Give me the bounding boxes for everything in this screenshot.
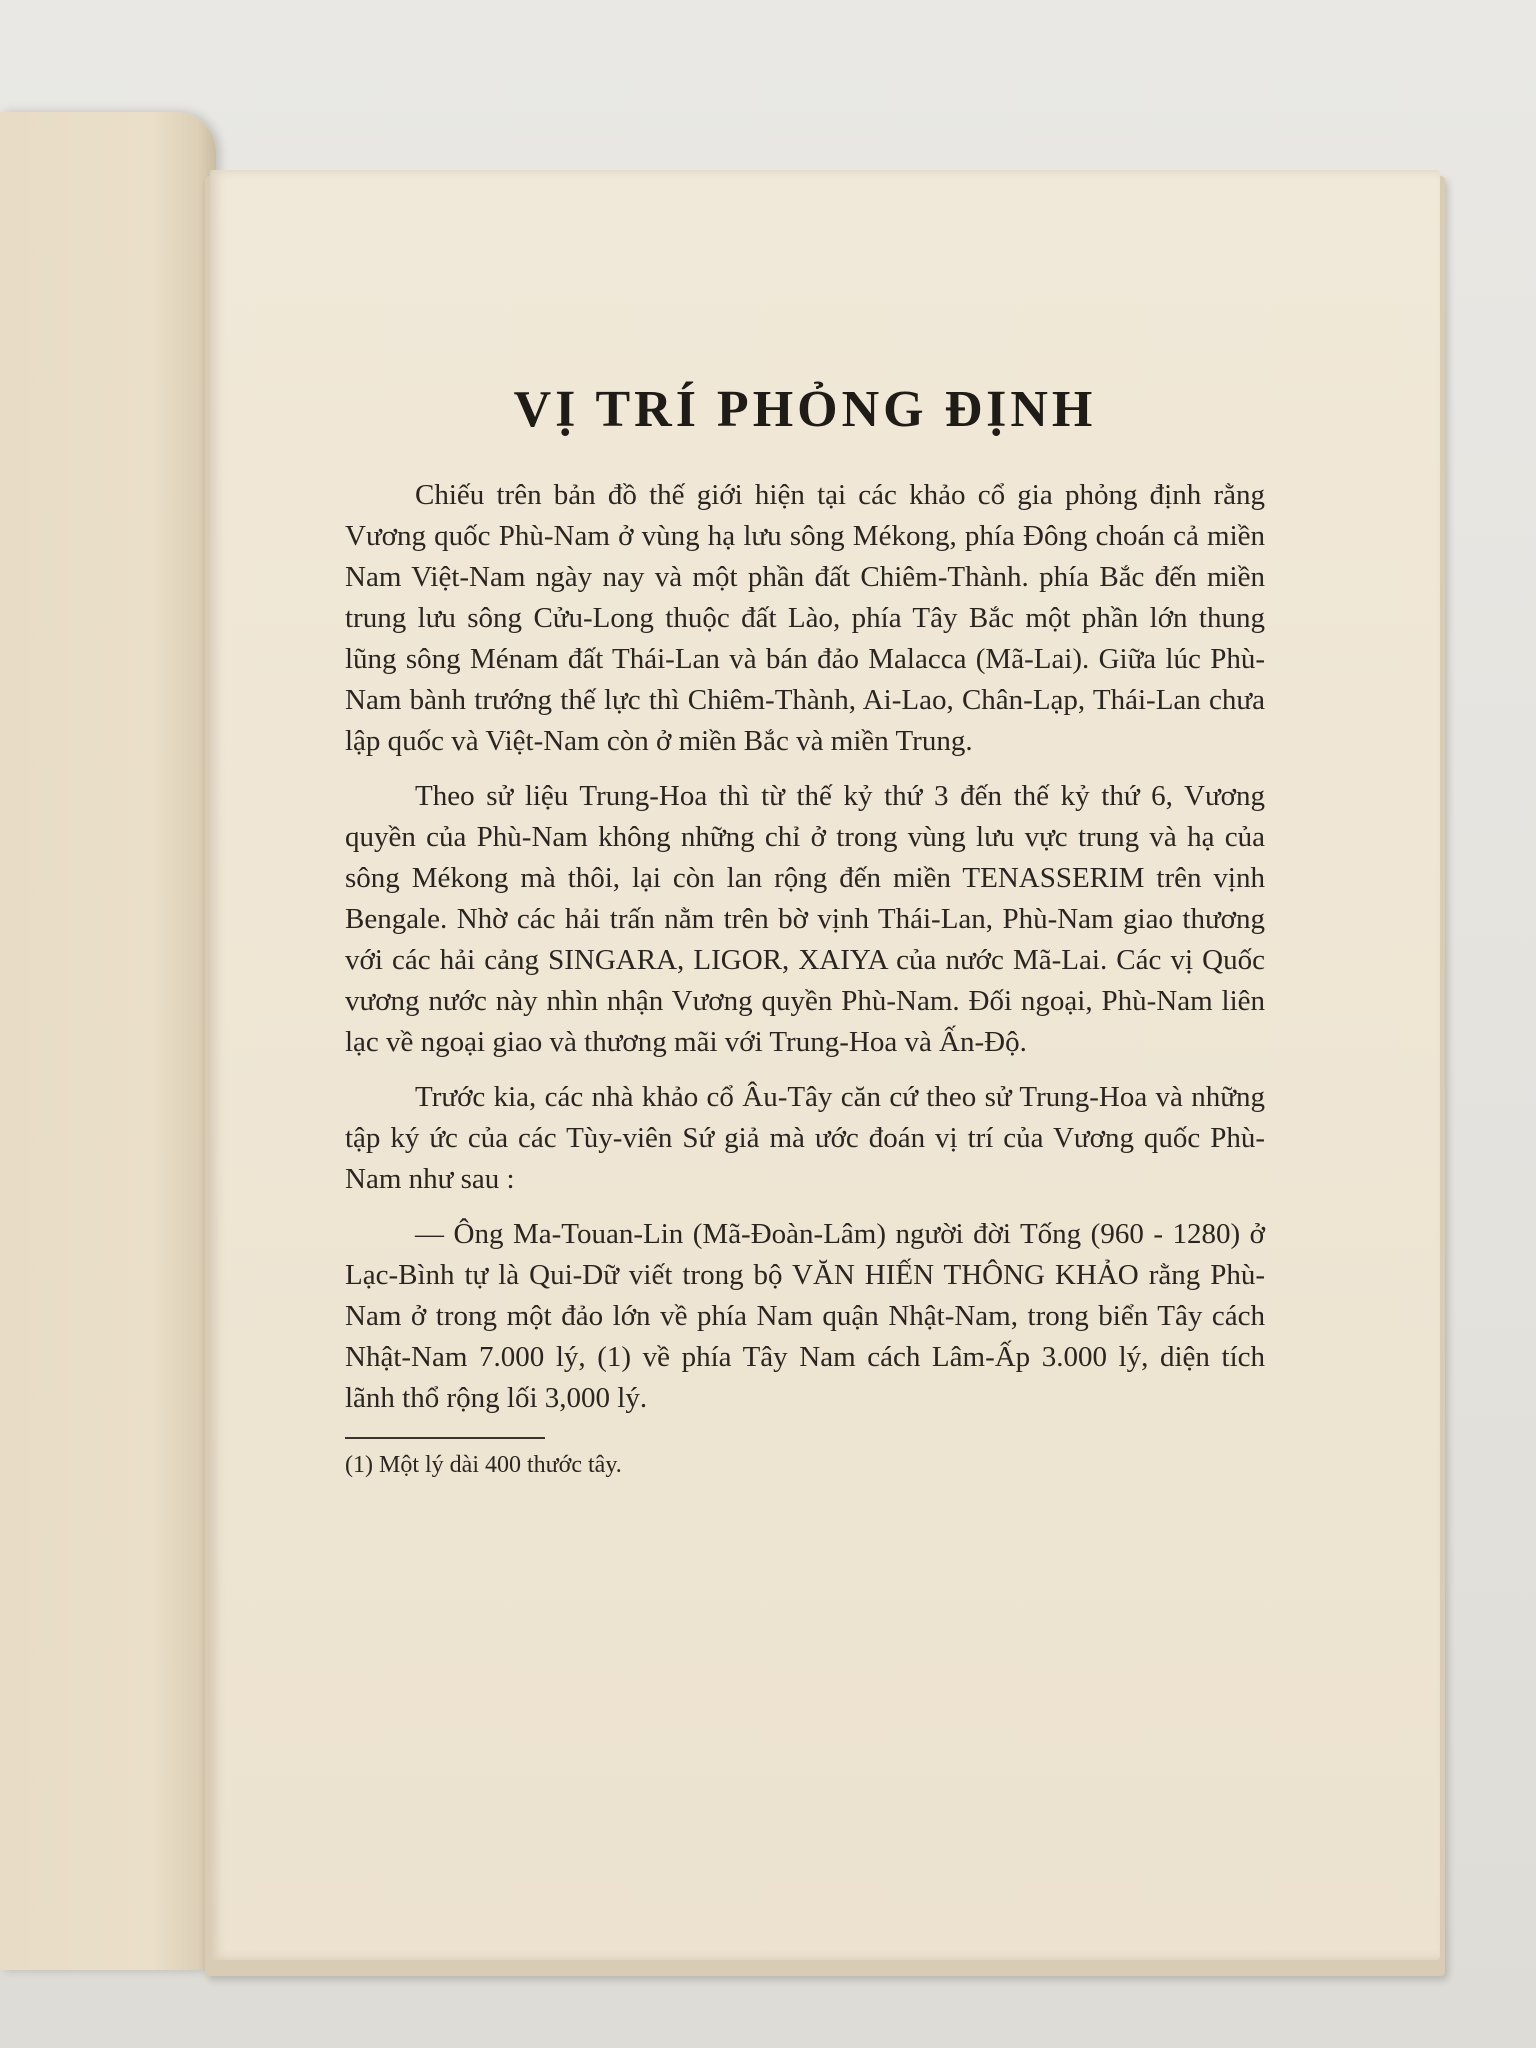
- paragraph-1: Chiếu trên bản đồ thế giới hiện tại các khảo cổ gia phỏng định rằng Vương quốc Phù-Nam ở vùng hạ lưu sông Mékong, phía Đông choán cả miền Nam Việt-Nam ngày nay và một phần đất Chiêm-Thành. phía Bắc đến miền trung lưu sông Cửu-Long thuộc đất Lào, phía Tây Bắc một phần lớn thung lũng sông Ménam đất Thái-Lan và bán đảo Malacca (Mã-Lai). Giữa lúc Phù-Nam bành trướng thế lực thì Chiêm-Thành, Ai-Lao, Chân-Lạp, Thái-Lan chưa lập quốc và Việt-Nam còn ở miền Bắc và miền Trung.: [345, 479, 1265, 757]
- book-page: [210, 170, 1440, 1960]
- left-page: [0, 112, 216, 1970]
- footnote: (1) Một lý dài 400 thước tây.: [345, 1452, 622, 1478]
- page-content: [345, 380, 1265, 1481]
- footnote-divider: [345, 1437, 545, 1439]
- page-title: VỊ TRÍ PHỎNG ĐỊNH: [513, 381, 1097, 438]
- paragraph-4: — Ông Ma-Touan-Lin (Mã-Đoàn-Lâm) người đời Tống (960 - 1280) ở Lạc-Bình tự là Qui-Dữ viết trong bộ VĂN HIẾN THÔNG KHẢO rằng Phù-Nam ở trong một đảo lớn về phía Nam quận Nhật-Nam, trong biển Tây cách Nhật-Nam 7.000 lý, (1) về phía Tây Nam cách Lâm-Ấp 3.000 lý, diện tích lãnh thổ rộng lối 3,000 lý.: [345, 1218, 1265, 1414]
- paragraph-2: Theo sử liệu Trung-Hoa thì từ thế kỷ thứ 3 đến thế kỷ thứ 6, Vương quyền của Phù-Nam không những chỉ ở trong vùng lưu vực trung và hạ của sông Mékong mà thôi, lại còn lan rộng đến miền TENASSERIM trên vịnh Bengale. Nhờ các hải trấn nằm trên bờ vịnh Thái-Lan, Phù-Nam giao thương với các hải cảng SINGARA, LIGOR, XAIYA của nước Mã-Lai. Các vị Quốc vương nước này nhìn nhận Vương quyền Phù-Nam. Đối ngoại, Phù-Nam liên lạc về ngoại giao và thương mãi với Trung-Hoa và Ấn-Độ.: [345, 780, 1265, 1058]
- paragraph-3: Trước kia, các nhà khảo cổ Âu-Tây căn cứ theo sử Trung-Hoa và những tập ký ức của các Tùy-viên Sứ giả mà ước đoán vị trí của Vương quốc Phù-Nam như sau :: [345, 1081, 1265, 1195]
